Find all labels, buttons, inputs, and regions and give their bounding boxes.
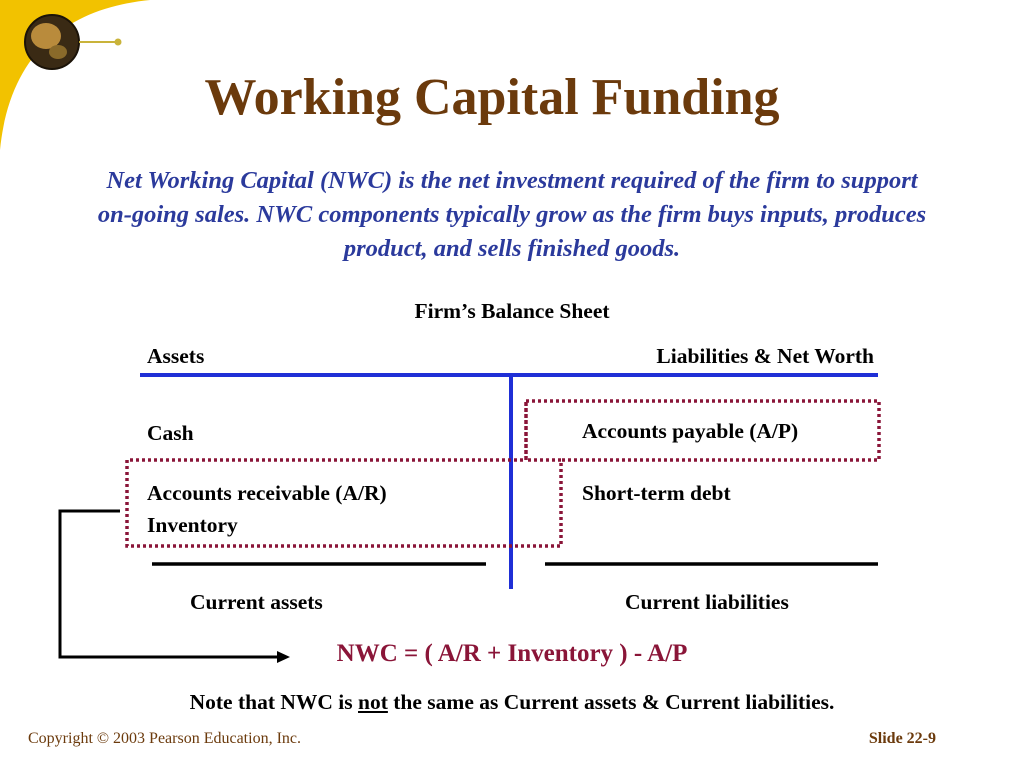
- accounts-payable-label: Accounts payable (A/P): [582, 419, 799, 443]
- current-assets-label: Current assets: [190, 590, 323, 614]
- page-title: Working Capital Funding: [204, 69, 780, 126]
- balance-sheet-title: Firm’s Balance Sheet: [414, 299, 610, 323]
- slide-number: Slide 22-9: [868, 730, 936, 747]
- intro-paragraph: Net Working Capital (NWC) is the net investment required of the firm to support on-going sales. NWC components typically grow as the firm buys inputs, produces product, and sells finished goods.: [97, 167, 927, 262]
- liabilities-header: Liabilities & Net Worth: [656, 344, 874, 368]
- accounts-receivable-label: Accounts receivable (A/R): [147, 481, 387, 505]
- footnote-emphasis: not: [358, 690, 388, 714]
- footnote-start: Note that NWC is: [189, 690, 359, 714]
- current-liabilities-label: Current liabilities: [625, 590, 789, 614]
- inventory-label: Inventory: [147, 513, 238, 537]
- cash-label: Cash: [147, 421, 194, 445]
- footnote-end: the same as Current assets & Current liabilities.: [387, 690, 835, 714]
- copyright-text: Copyright © 2003 Pearson Education, Inc.: [28, 730, 301, 747]
- globe-icon: [25, 15, 122, 69]
- nwc-formula: NWC = ( A/R + Inventory ) - A/P: [336, 640, 688, 667]
- assets-header: Assets: [147, 344, 205, 368]
- short-term-debt-label: Short-term debt: [582, 481, 731, 505]
- footnote: [0, 690, 1024, 715]
